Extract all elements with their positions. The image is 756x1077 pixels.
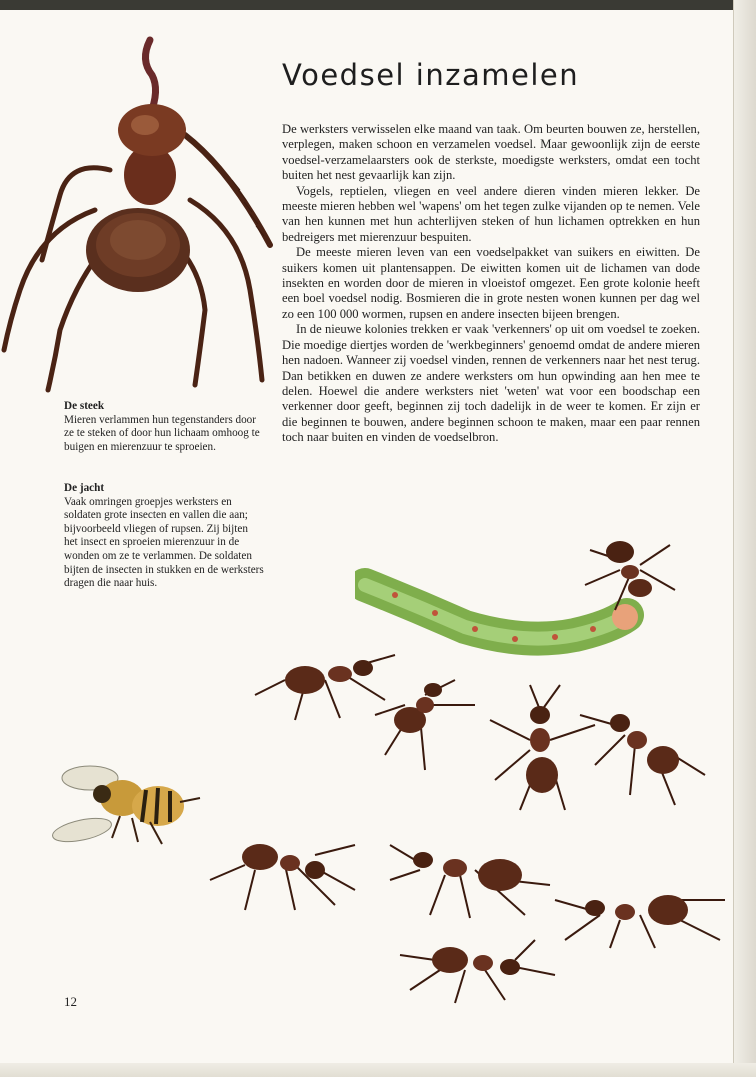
caption-hunt: [64, 482, 264, 591]
body-text: [282, 122, 700, 446]
ant-illustration: [570, 530, 690, 620]
caption-sting: [64, 400, 264, 454]
wasp-illustration: [50, 758, 210, 853]
body-paragraph: In de nieuwe kolonies trekken er vaak 'verkenners' op uit om voedsel te zoeken. Die moedige diertjes worden de 'werkbeginners' genoemd omdat de andere mieren hen nadoen. Wanneer zij voedsel vinden, rennen de verkenners naar het nest terug. Dan betikken en duwen ze andere werksters om hun opwinding aan hen mee te delen. Hoewel die andere werksters niet 'weten' wat voor een boodschap een verkenner door geeft, beginnen zij toch dadelijk in de weer te komen. Er zijn er die beginnen te bouwen, andere beginnen schoon te maken, maar een paar rennen toch naar buiten en vinden de voedselbron.: [282, 322, 700, 445]
body-paragraph: De meeste mieren leven van een voedselpakket van suikers en eiwitten. De suikers komen uit plantensappen. De eiwitten komen uit de lichamen van dode insekten en worden door de mieren in vloeistof omgezet. Een grote kolonie heeft een boel voedsel nodig. Bosmieren die in grote nesten wonen kunnen per dag wel zo een 100 000 wormen, rupsen en andere insecten bijeen brengen.: [282, 245, 700, 321]
large-ant-illustration: [0, 30, 280, 395]
caption-text: Vaak omringen groepjes werksters en soldaten grote insecten en vallen die aan; bijvoorbeeld vliegen of rupsen. Zij bijten het insect en sproeien mierenzuur in de wonden om ze te verlammen. De soldaten bijten de insecten in stukken en de werksters dragen die naar huis.: [64, 495, 264, 590]
ant-illustration: [395, 935, 565, 1005]
body-paragraph: De werksters verwisselen elke maand van taak. Om beurten bouwen ze, herstellen, verplegen, maken schoon en verzamelen voedsel. Maar gewoonlijk zijn de eerste voedsel-verzamelaarsters ook de sterkste, moedigste werksters, omdat een tocht buiten het nest gevaarlijk kan zijn.: [282, 122, 700, 183]
ant-illustration: [575, 695, 715, 815]
page-title: Voedsel inzamelen: [282, 58, 580, 92]
scan-top-border: [0, 0, 756, 10]
scan-bottom-edge: [0, 1063, 756, 1077]
ant-illustration: [205, 835, 365, 915]
caption-heading: De jacht: [64, 482, 105, 494]
caption-text: Mieren verlammen hun tegenstanders door ze te steken of door hun lichaam omhoog te buigen en mierenzuur te sproeien.: [64, 413, 260, 453]
caption-heading: De steek: [64, 400, 105, 412]
body-paragraph: Vogels, reptielen, vliegen en veel andere dieren vinden mieren lekker. De meeste mieren hebben wel 'wapens' om het tegen zulke vijanden op te nemen. Vele van hen kunnen met hun achterlijven steken of hun lichamen optrekken en hun bedreigers met mierenzuur bespuiten.: [282, 183, 700, 244]
ant-illustration: [355, 675, 495, 785]
page-number: 12: [64, 994, 77, 1009]
page-binding-edge: [733, 0, 756, 1077]
ant-illustration: [385, 840, 555, 920]
ant-illustration: [550, 880, 730, 950]
